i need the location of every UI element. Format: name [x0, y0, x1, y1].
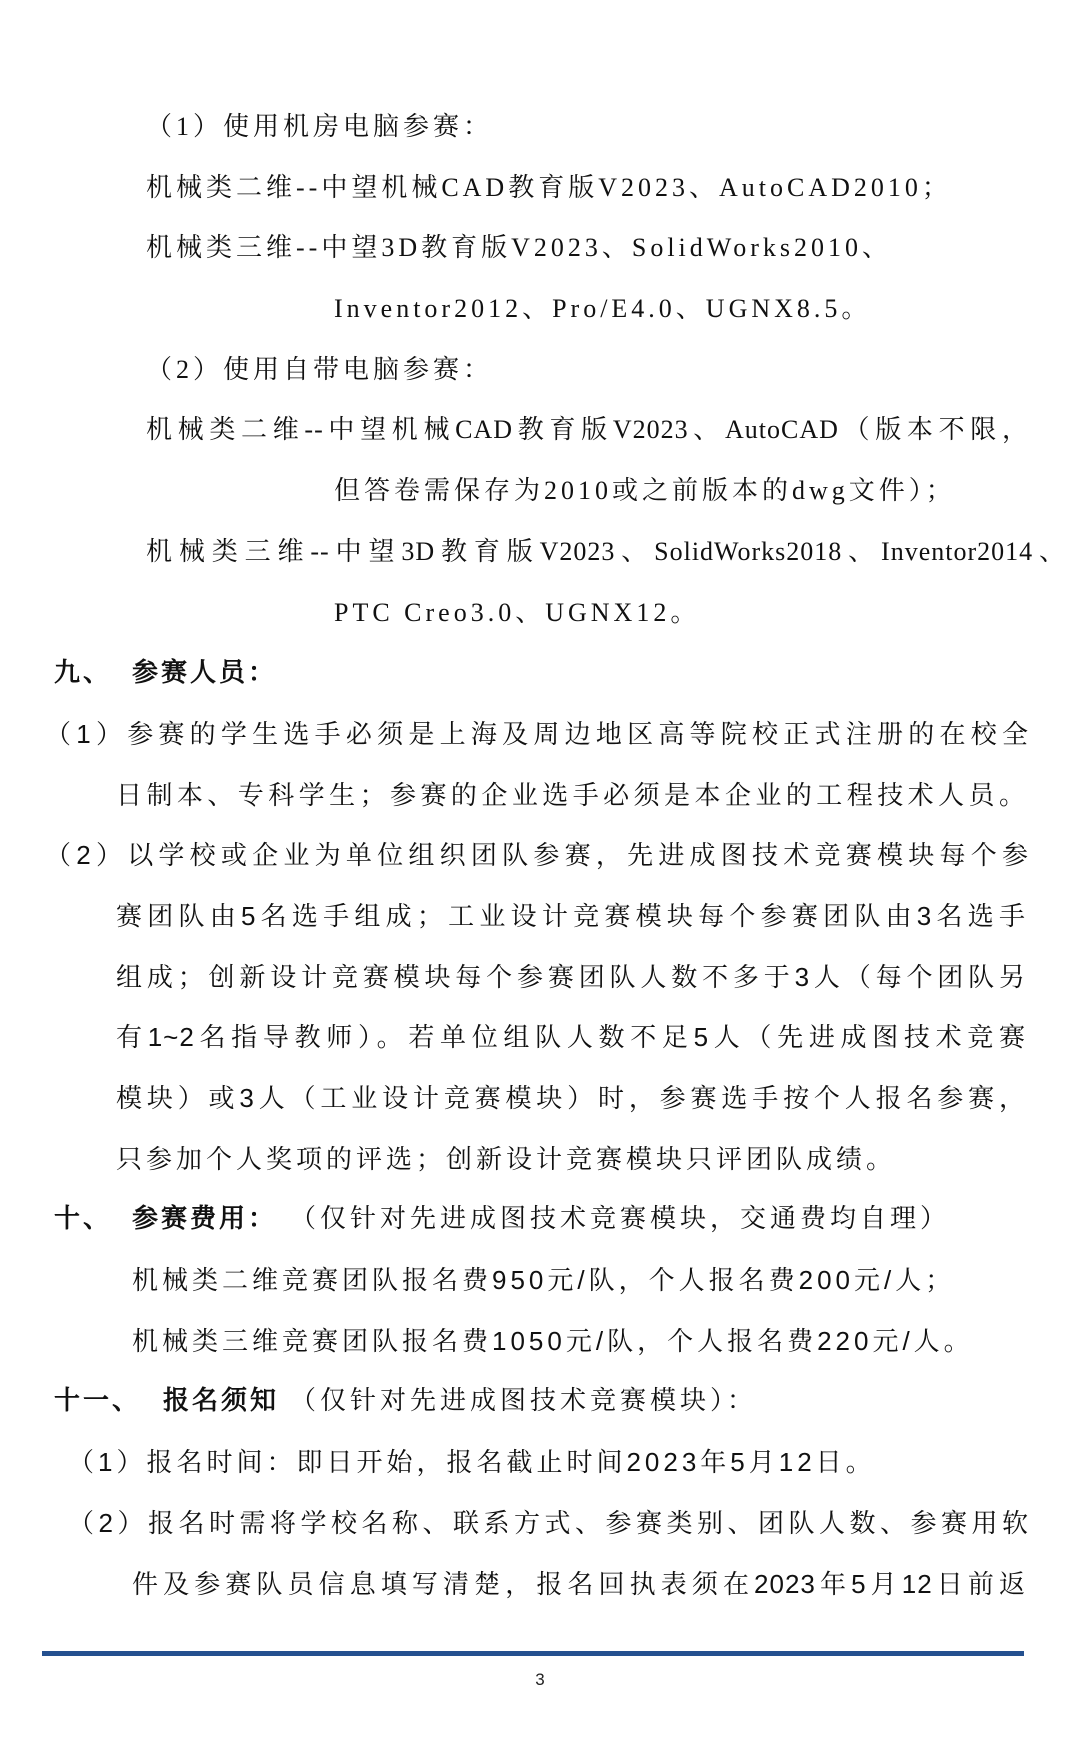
section-9-title: 参赛人员：	[132, 658, 278, 688]
registration-item2-line2: 件及参赛队员信息填写清楚，报名回执表须在2023年5月12日前返	[132, 1568, 1026, 1599]
participants-item2-line6: 只参加个人奖项的评选；创新设计竞赛模块只评团队成绩。	[116, 1143, 897, 1174]
section-10-note: （仅针对先进成图技术竞赛模块，交通费均自理）	[290, 1204, 951, 1234]
page-body	[0, 97, 1080, 1614]
own-3d-software-line1: 机械类三维--中望3D教育版V2023、SolidWorks2018、Inventor2014、	[146, 536, 1066, 566]
participants-item2-line3: 组成；创新设计竞赛模块每个参赛团队人数不多于3人（每个团队另	[116, 961, 1026, 992]
participants-item2-line4: 有1~2名指导教师）。若单位组队人数不足5人（先进成图技术竞赛	[116, 1022, 1026, 1053]
section-11-heading	[54, 1371, 1072, 1432]
section-10-heading	[54, 1189, 1072, 1250]
lab-2d-software: 机械类二维--中望机械CAD教育版V2023、AutoCAD2010；	[146, 172, 952, 202]
participants-item2-line1: （2）以学校或企业为单位组织团队参赛，先进成图技术竞赛模块每个参	[45, 840, 1029, 871]
own-2d-software-line1: 机械类二维--中望机械CAD教育版V2023、AutoCAD（版本不限，	[146, 415, 1029, 445]
section-10-title: 参赛费用：	[132, 1204, 278, 1234]
participants-item2-line2: 赛团队由5名选手组成；工业设计竞赛模块每个参赛团队由3名选手	[116, 900, 1026, 931]
page-number: 3	[535, 1670, 545, 1689]
participants-item1-line2: 日制本、专科学生；参赛的企业选手必须是本企业的工程技术人员。	[116, 779, 1026, 810]
lab-computer-heading: （1）使用机房电脑参赛：	[146, 112, 494, 141]
participants-item2-line5: 模块）或3人（工业设计竞赛模块）时，参赛选手按个人报名参赛，	[116, 1083, 1026, 1113]
registration-item1: （1）报名时间：即日开始，报名截止时间2023年5月12日。	[68, 1447, 876, 1478]
section-9-heading	[54, 643, 1072, 704]
participants-item1-line1: （1）参赛的学生选手必须是上海及周边地区高等院校正式注册的在校全	[45, 718, 1029, 749]
own-computer-heading: （2）使用自带电脑参赛：	[146, 354, 494, 384]
lab-3d-software-line1: 机械类三维--中望3D教育版V2023、SolidWorks2010、	[146, 233, 893, 263]
fee-2d: 机械类二维竞赛团队报名费950元/队，个人报名费200元/人；	[132, 1265, 956, 1296]
lab-3d-software-line2: Inventor2012、Pro/E4.0、UGNX8.5。	[334, 294, 872, 324]
own-3d-software-line2: PTC Creo3.0、UGNX12。	[334, 597, 701, 627]
footer-rule	[42, 1651, 1024, 1656]
section-9-number: 九、	[54, 658, 113, 688]
fee-3d: 机械类三维竞赛团队报名费1050元/队，个人报名费220元/人。	[132, 1325, 974, 1356]
registration-item2-line1: （2）报名时需将学校名称、联系方式、参赛类别、团队人数、参赛用软	[68, 1507, 1029, 1538]
section-10-number: 十、	[54, 1204, 113, 1234]
own-2d-software-line2: 但答卷需保存为2010或之前版本的dwg文件）；	[334, 476, 956, 506]
section-11-title: 报名须知	[163, 1386, 280, 1416]
section-11-number: 十一、	[54, 1386, 142, 1416]
section-11-note: （仅针对先进成图技术竞赛模块）：	[290, 1386, 758, 1416]
